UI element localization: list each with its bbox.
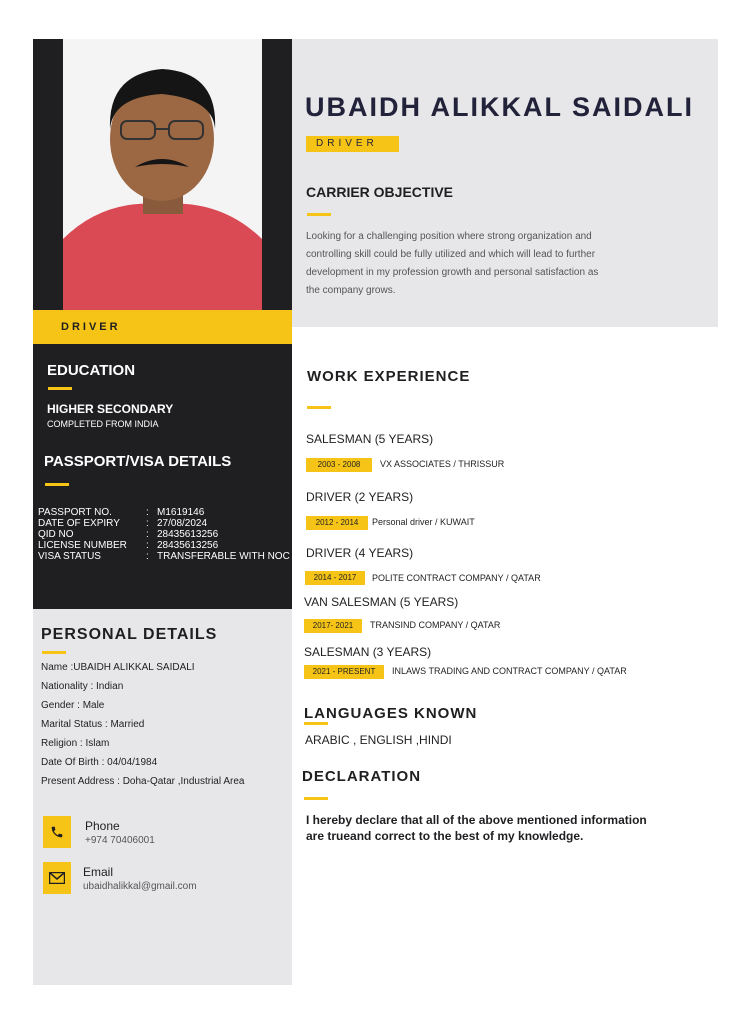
- job-years-tag: 2017- 2021: [304, 619, 362, 633]
- passport-row-value: 28435613256: [157, 529, 219, 540]
- education-degree: HIGHER SECONDARY: [47, 402, 174, 416]
- role-badge: DRIVER: [306, 136, 399, 152]
- work-underline: [307, 406, 331, 409]
- declaration-line: are trueand correct to the best of my knowledge.: [306, 829, 584, 843]
- job-years-tag: 2014 - 2017: [305, 571, 365, 585]
- personal-address: Present Address : Doha-Qatar ,Industrial Area: [41, 776, 245, 787]
- job-title: VAN SALESMAN (5 YEARS): [304, 595, 459, 609]
- declaration-heading: DECLARATION: [302, 768, 422, 785]
- passport-underline: [45, 483, 69, 486]
- profile-photo: [63, 39, 262, 310]
- passport-row-label: QID NO: [38, 529, 74, 540]
- languages-value: ARABIC , ENGLISH ,HINDI: [305, 733, 452, 747]
- job-title: SALESMAN (5 YEARS): [306, 432, 434, 446]
- job-title: DRIVER (4 YEARS): [306, 546, 414, 560]
- passport-table: [38, 507, 288, 567]
- passport-row-value: 27/08/2024: [157, 518, 208, 529]
- objective-line: development in my profession growth and personal satisfaction as: [306, 267, 599, 278]
- languages-heading: LANGUAGES KNOWN: [304, 705, 478, 722]
- objective-underline: [307, 213, 331, 216]
- email-value[interactable]: ubaidhalikkal@gmail.com: [83, 881, 197, 892]
- job-years-tag: 2012 - 2014: [306, 516, 368, 530]
- passport-row-label: LICENSE NUMBER: [38, 540, 127, 551]
- passport-colon: :: [146, 529, 149, 540]
- declaration-line: I hereby declare that all of the above mentioned information: [306, 813, 647, 827]
- personal-gender: Gender : Male: [41, 700, 105, 711]
- personal-dob: Date Of Birth : 04/04/1984: [41, 757, 158, 768]
- passport-row-label: VISA STATUS: [38, 551, 101, 562]
- passport-row-value: M1619146: [157, 507, 205, 518]
- job-title: DRIVER (2 YEARS): [306, 490, 414, 504]
- personal-heading: PERSONAL DETAILS: [41, 626, 218, 643]
- personal-list: [41, 658, 244, 791]
- job-years-tag: 2003 - 2008: [306, 458, 372, 472]
- objective-heading: CARRIER OBJECTIVE: [306, 184, 454, 200]
- declaration-underline: [304, 797, 328, 800]
- personal-marital-status: Marital Status : Married: [41, 719, 145, 730]
- job-years-tag: 2021 - PRESENT: [304, 665, 384, 679]
- personal-underline: [42, 651, 66, 654]
- personal-name: Name :UBAIDH ALIKKAL SAIDALI: [41, 662, 195, 673]
- education-underline: [48, 387, 72, 390]
- passport-row-value: TRANSFERABLE WITH NOC: [157, 551, 290, 562]
- objective-line: controlling skill could be fully utilized and which will lead to further: [306, 249, 596, 260]
- role-band-label: DRIVER: [61, 321, 121, 333]
- objective-line: the company grows.: [306, 285, 396, 296]
- full-name: UBAIDH ALIKKAL SAIDALI: [305, 92, 694, 122]
- declaration-text: [306, 812, 647, 844]
- work-heading: WORK EXPERIENCE: [307, 368, 471, 385]
- education-detail: COMPLETED FROM INDIA: [47, 419, 159, 429]
- job-company: VX ASSOCIATES / THRISSUR: [380, 459, 505, 469]
- passport-heading: PASSPORT/VISA DETAILS: [44, 453, 232, 470]
- job-title: SALESMAN (3 YEARS): [304, 645, 432, 659]
- passport-colon: :: [146, 551, 149, 562]
- objective-line: Looking for a challenging position where strong organization and: [306, 231, 592, 242]
- job-company: INLAWS TRADING AND CONTRACT COMPANY / QATAR: [392, 666, 627, 676]
- passport-row-label: DATE OF EXPIRY: [38, 518, 120, 529]
- phone-label: Phone: [85, 819, 120, 833]
- phone-icon: [43, 816, 71, 848]
- passport-row-value: 28435613256: [157, 540, 219, 551]
- education-heading: EDUCATION: [47, 362, 136, 379]
- passport-colon: :: [146, 507, 149, 518]
- job-company: TRANSIND COMPANY / QATAR: [370, 620, 501, 630]
- passport-colon: :: [146, 540, 149, 551]
- personal-nationality: Nationality : Indian: [41, 681, 124, 692]
- languages-underline: [304, 722, 328, 725]
- job-company: POLITE CONTRACT COMPANY / QATAR: [372, 573, 541, 583]
- job-company: Personal driver / KUWAIT: [372, 517, 475, 527]
- email-label: Email: [83, 865, 114, 879]
- passport-colon: :: [146, 518, 149, 529]
- personal-religion: Religion : Islam: [41, 738, 110, 749]
- objective-text: [306, 228, 598, 300]
- passport-row-label: PASSPORT NO.: [38, 507, 112, 518]
- phone-value[interactable]: +974 70406001: [85, 835, 155, 846]
- email-icon: [43, 862, 71, 894]
